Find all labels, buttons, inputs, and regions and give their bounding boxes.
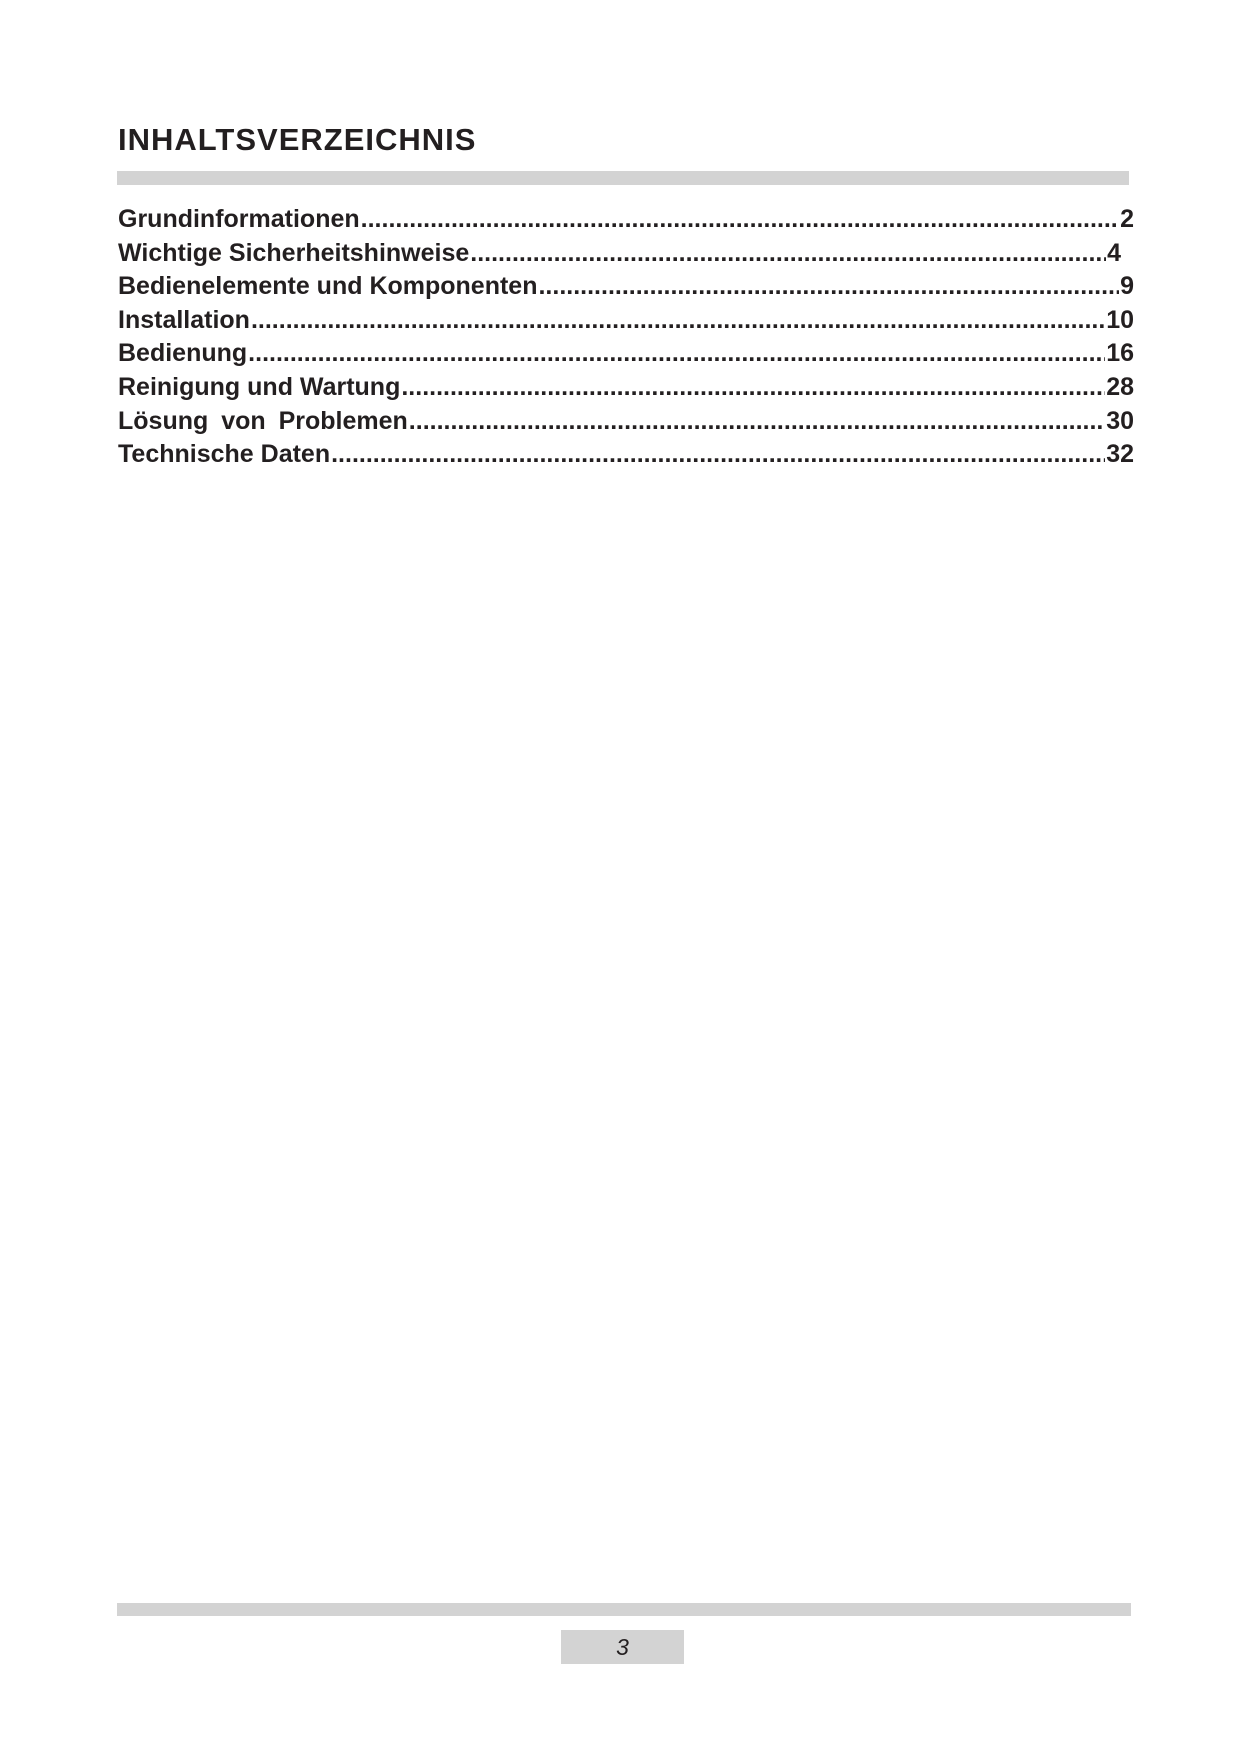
header-divider-bar xyxy=(117,171,1129,185)
toc-entry-sicherheitshinweise[interactable] xyxy=(118,237,1134,271)
toc-entry-label: Grundinformationen xyxy=(118,205,360,233)
toc-entry-problemloesung[interactable] xyxy=(118,405,1134,439)
toc-entry-label: Lösung von Problemen xyxy=(118,406,408,435)
toc-entry-technische-daten[interactable] xyxy=(118,438,1134,472)
toc-entry-page: 4 xyxy=(1107,238,1121,267)
toc-entry-reinigung[interactable] xyxy=(118,371,1134,405)
toc-entry-page: 28 xyxy=(1106,372,1134,401)
toc-dot-leader xyxy=(331,438,1105,472)
toc-entry-grundinformationen[interactable] xyxy=(118,203,1134,237)
toc-entry-bedienung[interactable] xyxy=(118,337,1134,371)
toc-entry-label: Installation xyxy=(118,305,250,334)
toc-entry-page: 9 xyxy=(1120,272,1134,301)
toc-entry-label: Wichtige Sicherheitshinweise xyxy=(118,238,470,267)
toc-entry-label: Bedienelemente und Komponenten xyxy=(118,272,538,301)
toc-entry-label: Technische Daten xyxy=(118,440,331,469)
toc-entry-page: 16 xyxy=(1106,339,1134,368)
toc-entry-page: 32 xyxy=(1106,440,1134,469)
toc-dot-leader xyxy=(470,237,1106,271)
toc-entry-page: 10 xyxy=(1106,305,1134,334)
footer-divider-bar xyxy=(117,1603,1131,1616)
table-of-contents xyxy=(118,203,1134,472)
toc-dot-leader xyxy=(361,203,1119,237)
toc-dot-leader xyxy=(401,371,1105,405)
toc-entry-label: Bedienung xyxy=(118,339,248,368)
toc-dot-leader xyxy=(538,270,1119,304)
toc-dot-leader xyxy=(248,337,1105,371)
page-number: 3 xyxy=(561,1630,684,1664)
page-title: INHALTSVERZEICHNIS xyxy=(118,122,477,157)
toc-entry-page: 2 xyxy=(1120,205,1134,233)
toc-entry-page: 30 xyxy=(1106,406,1134,435)
toc-dot-leader xyxy=(409,405,1105,439)
toc-entry-label: Reinigung und Wartung xyxy=(118,372,401,401)
toc-entry-installation[interactable] xyxy=(118,304,1134,338)
toc-entry-bedienelemente[interactable] xyxy=(118,270,1134,304)
toc-dot-leader xyxy=(251,304,1105,338)
